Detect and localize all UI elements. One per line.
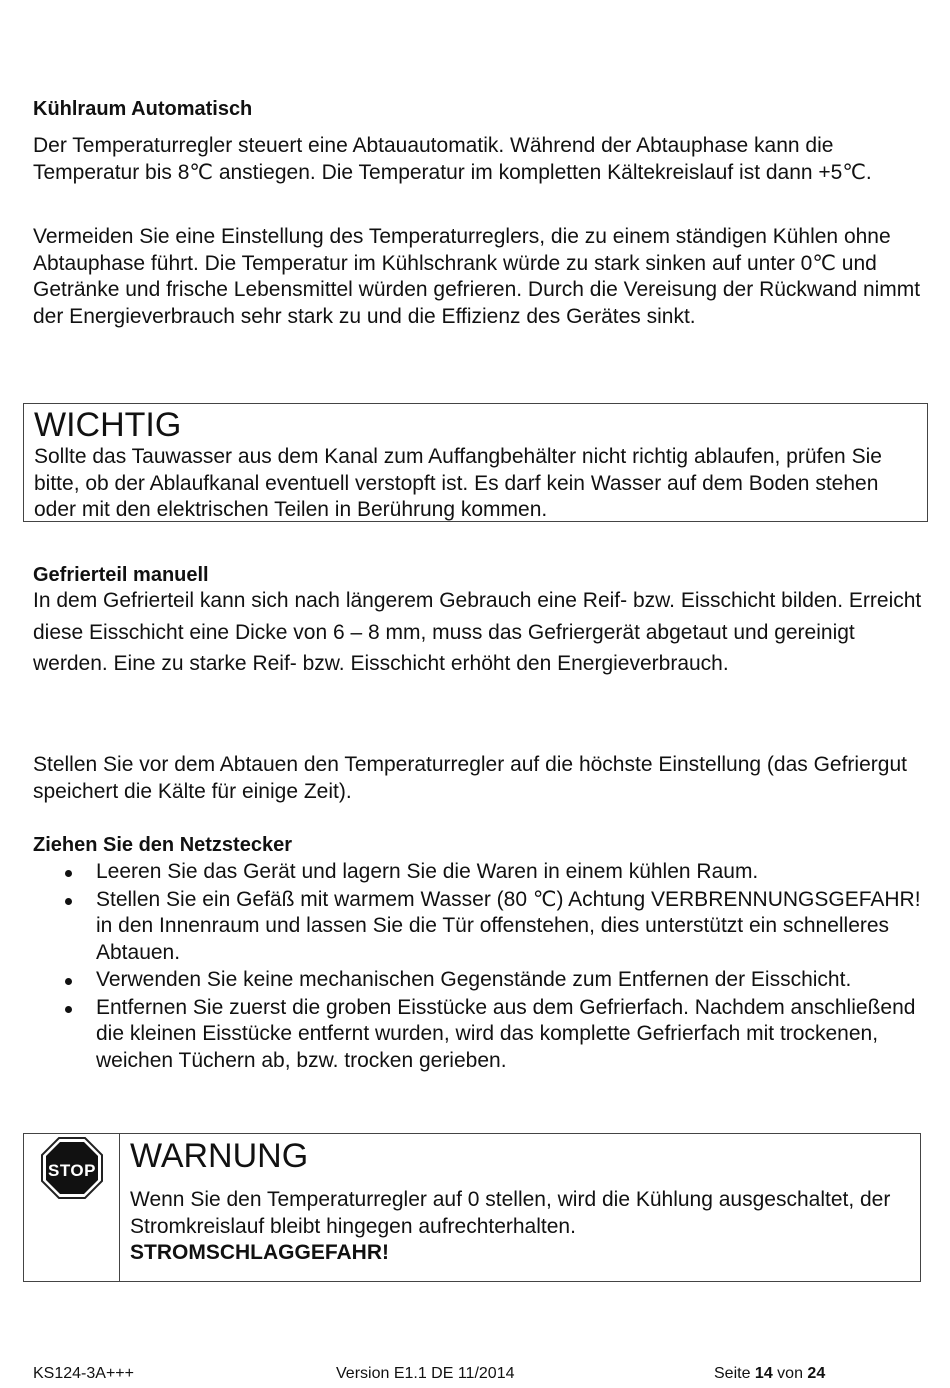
warning-icon-cell xyxy=(24,1134,120,1281)
warning-text-block xyxy=(130,1187,910,1267)
footer-version: Version E1.1 DE 11/2014 xyxy=(336,1365,515,1382)
footer-page-current: 14 xyxy=(754,1365,773,1382)
paragraph-abtauautomatik: Der Temperaturregler steuert eine Abtauautomatik. Während der Abtauphase kann die Temperatur bis 8℃ anstiegen. Die Temperatur im kompletten Kältekreislauf ist dann +5℃. xyxy=(33,134,872,184)
list-item-text: Verwenden Sie keine mechanischen Gegenstände zum Entfernen der Eisschicht. xyxy=(96,968,852,991)
warning-text: Wenn Sie den Temperaturregler auf 0 stellen, wird die Kühlung ausgeschaltet, der Stromkreislauf bleibt hingegen aufrechterhalten. xyxy=(130,1188,891,1238)
important-text: Sollte das Tauwasser aus dem Kanal zum Auffangbehälter nicht richtig ablaufen, prüfen Sie bitte, ob der Ablaufkanal eventuell verstopft ist. Es darf kein Wasser auf dem Boden stehen oder mit den elektrischen Teilen in Berührung kommen. xyxy=(34,445,882,521)
warning-bold: STROMSCHLAGGEFAHR! xyxy=(130,1241,389,1264)
paragraph-eisschicht: In dem Gefrierteil kann sich nach längerem Gebrauch eine Reif- bzw. Eisschicht bilden. Erreicht diese Eisschicht eine Dicke von 6 – 8 mm, muss das Gefriergerät abgetaut und gereinigt werden. Eine zu starke Reif- bzw. Eisschicht erhöht den Energieverbrauch. xyxy=(33,589,922,675)
bullet-icon xyxy=(65,978,72,985)
footer-page xyxy=(714,1364,825,1384)
warning-box xyxy=(23,1133,921,1282)
stop-sign-text: STOP xyxy=(47,1161,96,1180)
list-item xyxy=(33,887,923,967)
list-item xyxy=(33,967,923,994)
footer-page-total: 24 xyxy=(807,1365,826,1382)
list-item-text: Leeren Sie das Gerät und lagern Sie die Waren in einem kühlen Raum. xyxy=(96,860,759,883)
paragraph-abtauen: Stellen Sie vor dem Abtauen den Temperaturregler auf die höchste Einstellung (das Gefriergut speichert die Kälte für einige Zeit). xyxy=(33,753,907,803)
stop-sign-icon xyxy=(40,1136,104,1200)
bullet-icon xyxy=(65,870,72,877)
footer-page-sep: von xyxy=(777,1365,803,1382)
section-heading-gefrierteil: Gefrierteil manuell xyxy=(33,564,209,586)
important-notice-box xyxy=(23,403,928,522)
list-item-text: Stellen Sie ein Gefäß mit warmem Wasser (80 ℃) Achtung VERBRENNUNGSGEFAHR! in den Innenraum und lassen Sie die Tür offenstehen, dies unterstützt ein schnelleres Abtauen. xyxy=(96,887,921,964)
list-item xyxy=(33,995,923,1075)
paragraph-einstellung: Vermeiden Sie eine Einstellung des Temperaturreglers, die zu einem ständigen Kühlen ohne Abtauphase führt. Die Temperatur im Kühlschrank würde zu stark sinken auf unter 0℃ und Getränke und frische Lebensmittel würden gefrieren. Durch die Vereisung der Rückwand nimmt der Energieverbrauch sehr stark zu und die Effizienz des Gerätes sinkt. xyxy=(33,225,921,328)
warning-title: WARNUNG xyxy=(130,1137,309,1175)
warning-content xyxy=(120,1134,920,1281)
section-heading-kuehlraum: Kühlraum Automatisch xyxy=(33,98,253,120)
footer-model: KS124-3A+++ xyxy=(33,1365,134,1382)
bullet-icon xyxy=(65,1006,72,1013)
bullet-list xyxy=(33,859,923,1075)
list-item-text: Entfernen Sie zuerst die groben Eisstücke aus dem Gefrierfach. Nachdem anschließend die kleinen Eisstücke entfernt wurden, wird das komplette Gefrierfach mit trockenen, weichen Tüchern ab, bzw. trocken gerieben. xyxy=(96,995,916,1072)
important-title: WICHTIG xyxy=(34,406,182,444)
section-heading-netzstecker: Ziehen Sie den Netzstecker xyxy=(33,834,292,856)
list-item xyxy=(33,859,923,886)
bullet-icon xyxy=(65,898,72,905)
footer-page-prefix: Seite xyxy=(714,1365,751,1382)
